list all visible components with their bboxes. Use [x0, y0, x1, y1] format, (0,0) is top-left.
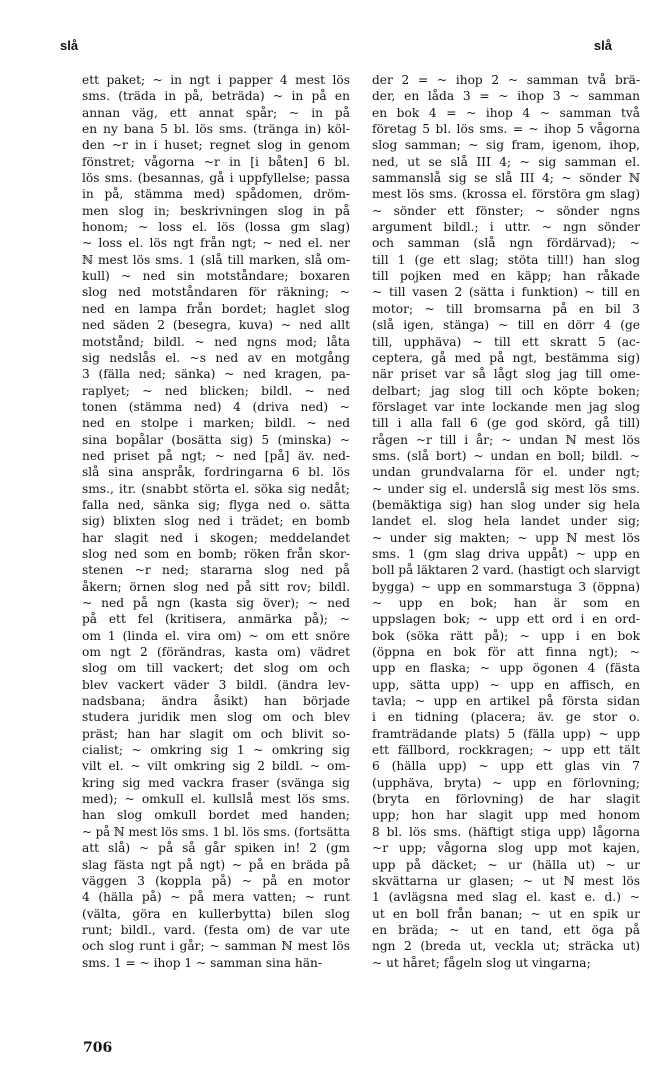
- text-line: ceptera, gå med på ngt, bestämma sig): [372, 350, 640, 365]
- text-line: (bryta en förlovning) de har slagit: [372, 792, 640, 807]
- text-line: slå sina anspråk, fordringarna 6 bl. lös: [82, 465, 350, 480]
- text-line: tonen (stämma ned) 4 (driva ned) ~: [82, 399, 350, 414]
- text-line: skvättarna ur glasen; ~ ut ℕ mest lös: [372, 873, 640, 888]
- text-line: motor; ~ till bromsarna på en bil 3: [372, 301, 640, 316]
- running-header: [0, 38, 672, 60]
- text-line: stenen ~r ned; stararna slog ned på: [82, 563, 350, 578]
- text-line: 8 bl. lös sms. (häftigt stiga upp) lågorna: [372, 824, 640, 839]
- text-line: ~r upp; vågorna slog upp mot kajen,: [372, 841, 640, 856]
- text-line: sms. (slå bort) ~ undan en boll; bildl. ~: [372, 448, 640, 463]
- text-line: och samman (slå ngn fördärvad); ~: [372, 236, 640, 251]
- text-line: en ny bana 5 bl. lös sms. (tränga in) köl-: [82, 122, 350, 137]
- text-line: ett fällbord, rockkragen; ~ upp ett tält: [372, 743, 640, 758]
- text-line: framträdande plats) 5 (fälla upp) ~ upp: [372, 726, 640, 741]
- text-line: der, en låda 3 = ~ ihop 3 ~ samman: [372, 89, 640, 104]
- text-line: motstånd; bildl. ~ ned ngns mod; låta: [82, 334, 350, 349]
- text-line: uppslagen bok; ~ upp ett ord i en ord-: [372, 612, 640, 627]
- text-line: (upphäva, bryta) ~ upp en förlovning;: [372, 775, 640, 790]
- text-line: ~ på ℕ mest lös sms. 1 bl. lös sms. (fortsätta: [82, 824, 350, 839]
- text-line: ~ under sig makten; ~ upp ℕ mest lös: [372, 530, 640, 545]
- text-line: sina bopålar (bosätta sig) 5 (minska) ~: [82, 432, 350, 447]
- text-line: studera juridik men slog om och blev: [82, 710, 350, 725]
- text-line: lös sms. (besannas, gå i uppfyllelse; passa: [82, 171, 350, 186]
- text-line: fönstret; vågorna ~r in [i båten] 6 bl.: [82, 154, 350, 169]
- text-line: slog ned som en bomb; röken från skor-: [82, 546, 350, 561]
- text-line: till i alla fall 6 (ge god skörd, gå till): [372, 416, 640, 431]
- text-line: undan grundvalarna för el. under ngt;: [372, 465, 640, 480]
- text-line: 1 (avlägsna med slag el. kast e. d.) ~: [372, 890, 640, 905]
- text-line: rågen ~r till i år; ~ undan ℕ mest lös: [372, 432, 640, 447]
- text-line: slog om till vackert; det slog om och: [82, 661, 350, 676]
- text-line: till 1 (ge ett slag; stöta till!) han slog: [372, 252, 640, 267]
- text-line: 4 (hälla på) ~ på mera vatten; ~ runt: [82, 890, 350, 905]
- text-line: ~ upp en bok; han är som en: [372, 596, 640, 610]
- text-line: upp, sätta upp) ~ upp en affisch, en: [372, 677, 640, 692]
- text-line: slag fästa ngt på ngt) ~ på en bräda på: [82, 857, 350, 872]
- text-line: (öppna en bok för att finna ngt); ~: [372, 645, 640, 660]
- text-line: honom; ~ loss el. lös (lossa gm slag): [82, 220, 350, 235]
- text-line: ~ ned på ngn (kasta sig över); ~ ned: [82, 596, 350, 610]
- text-line: mest lös sms. (krossa el. förstöra gm slag): [372, 187, 640, 202]
- text-line: raplyet; ~ ned blicken; bildl. ~ ned: [82, 383, 350, 398]
- text-line: upp en flaska; ~ upp ögonen 4 (fästa: [372, 661, 640, 676]
- text-line: boll på läktaren 2 vard. (hastigt och slarvigt: [372, 563, 640, 578]
- text-line: sig nedslås el. ~s ned av en motgång: [82, 350, 350, 365]
- text-line: ut en boll från banan; ~ ut en spik ur: [372, 906, 640, 921]
- text-line: vilt el. ~ vilt omkring sig 2 bildl. ~ om-: [82, 759, 350, 774]
- left-text-column: [82, 72, 350, 1030]
- text-line: 3 (fälla ned; sänka) ~ ned kragen, pa-: [82, 367, 350, 382]
- text-line: (slå igen, stänga) ~ till en dörr 4 (ge: [372, 318, 640, 333]
- text-line: att slå) ~ på så går spiken in! 2 (gm: [82, 841, 350, 856]
- text-line: ett paket; ~ in ngt i papper 4 mest lös: [82, 73, 350, 87]
- text-line: (bemäktiga sig) han slog under sig hela: [372, 497, 640, 512]
- text-line: om 1 (linda el. vira om) ~ om ett snöre: [82, 628, 350, 643]
- text-line: falla ned, sänka sig; flyga ned o. sätta: [82, 497, 350, 512]
- text-line: (välta, göra en kullerbytta) bilen slog: [82, 906, 350, 921]
- text-line: tavla; ~ upp en artikel på första sidan: [372, 694, 640, 709]
- text-line: har slagit ned i skogen; meddelandet: [82, 530, 350, 545]
- text-line: argument bildl.; i uttr. ~ ngn sönder: [372, 220, 640, 235]
- text-line: på ett fel (kritisera, anmärka på); ~: [82, 612, 350, 627]
- text-line: den ~r in i huset; regnet slog in genom: [82, 138, 350, 153]
- text-line: en bok 4 = ~ ihop 4 ~ samman två: [372, 105, 640, 120]
- text-line: han slog omkull bordet med handen;: [82, 808, 350, 823]
- text-line: runt; bildl., vard. (festa om) de var ute: [82, 922, 350, 937]
- page-number: 706: [83, 1040, 113, 1056]
- text-line: upp på däcket; ~ ur (hälla ut) ~ ur: [372, 857, 640, 872]
- text-line: ned en stolpe i marken; bildl. ~ ned: [82, 416, 350, 431]
- text-line: landet el. slog hela landet under sig;: [372, 514, 640, 529]
- text-line: slog ned motståndaren för räkning; ~: [82, 285, 350, 300]
- text-line: väggen 3 (koppla på) ~ på en motor: [82, 873, 350, 888]
- text-line: med); ~ omkull el. kullslå mest lös sms.: [82, 792, 350, 807]
- text-line: en bräda; ~ ut en tand, ett öga på: [372, 922, 640, 937]
- text-line: ~ ut håret; fågeln slog ut vingarna;: [372, 955, 591, 970]
- text-line: företag 5 bl. lös sms. = ~ ihop 5 vågorna: [372, 122, 640, 137]
- text-line: om ngt 2 (förändras, kasta om) vädret: [82, 645, 350, 660]
- text-line: ned priset på ngt; ~ ned [på] äv. ned-: [82, 448, 350, 463]
- text-line: sms. 1 (gm slag driva uppåt) ~ upp en: [372, 546, 640, 561]
- text-line: ~ loss el. lös ngt från ngt; ~ ned el. ner: [82, 236, 350, 251]
- text-line: kring sig med vackra fraser (svänga sig: [82, 775, 350, 790]
- text-line: delbart; jag slog till och köpte boken;: [372, 383, 640, 398]
- text-line: ned en lampa från bordet; haglet slog: [82, 301, 350, 316]
- text-line: upp; hon har slagit upp med honom: [372, 808, 640, 823]
- running-headword-left: slå: [60, 38, 79, 53]
- text-line: in på, stämma med) spådomen, dröm-: [82, 187, 350, 202]
- text-line: ~ under sig el. underslå sig mest lös sms.: [372, 481, 640, 496]
- text-line: 6 (hälla upp) ~ upp ett glas vin 7: [372, 759, 640, 774]
- text-line: ~ sönder ett fönster; ~ sönder ngns: [372, 203, 640, 218]
- text-line: cialist; ~ omkring sig 1 ~ omkring sig: [82, 743, 350, 758]
- text-line: ℕ mest lös sms. 1 (slå till marken, slå om-: [82, 252, 350, 267]
- text-line: sms., itr. (snabbt störta el. söka sig nedåt;: [82, 481, 350, 496]
- text-line: när priset var så lågt slog jag till ome-: [372, 367, 640, 382]
- text-line: ned, ut se slå III 4; ~ sig samman el.: [372, 154, 640, 169]
- text-line: förslaget var inte lockande men jag slog: [372, 399, 640, 414]
- right-text-column: [372, 72, 640, 1030]
- text-line: åkern; örnen slog ned på sitt rov; bildl.: [82, 579, 350, 594]
- text-line: annan väg, ett annat spår; ~ in på: [82, 105, 350, 120]
- text-line: bygga) ~ upp en sommarstuga 3 (öppna): [372, 579, 640, 594]
- text-line: men slog in; beskrivningen slog in på: [82, 203, 350, 218]
- text-line: kull) ~ ned sin motståndare; boxaren: [82, 269, 350, 284]
- text-line: och slog runt i går; ~ samman ℕ mest lös: [82, 939, 350, 954]
- text-line: sammanslå sig se slå III 4; ~ sönder ℕ: [372, 171, 640, 186]
- text-line: sms. (träda in på, beträda) ~ in på en: [82, 89, 350, 104]
- text-line: der 2 = ~ ihop 2 ~ samman två brä-: [372, 73, 640, 87]
- text-line: ned säden 2 (besegra, kuva) ~ ned allt: [82, 318, 350, 333]
- text-line: slog samman; ~ sig fram, igenom, ihop,: [372, 138, 640, 153]
- text-line: blev vackert väder 3 bildl. (ändra lev-: [82, 677, 350, 692]
- text-line: präst; han har slagit om och blivit so-: [82, 726, 350, 741]
- text-line: nadsbana; ändra åsikt) han började: [82, 694, 350, 709]
- text-line: sms. 1 = ~ ihop 1 ~ samman sina hän-: [82, 955, 322, 970]
- text-line: ~ till vasen 2 (sätta i funktion) ~ till en: [372, 285, 640, 300]
- text-line: ngn 2 (breda ut, veckla ut; sträcka ut): [372, 939, 640, 954]
- running-headword-right: slå: [593, 38, 612, 53]
- text-line: sig) blixten slog ned i trädet; en bomb: [82, 514, 350, 529]
- text-line: till, upphäva) ~ till ett skratt 5 (ac-: [372, 334, 640, 349]
- text-line: bok (söka rätt på); ~ upp i en bok: [372, 628, 640, 643]
- text-line: i en tidning (placera; äv. ge stor o.: [372, 710, 640, 725]
- text-line: till pojken med en käpp; han råkade: [372, 269, 640, 284]
